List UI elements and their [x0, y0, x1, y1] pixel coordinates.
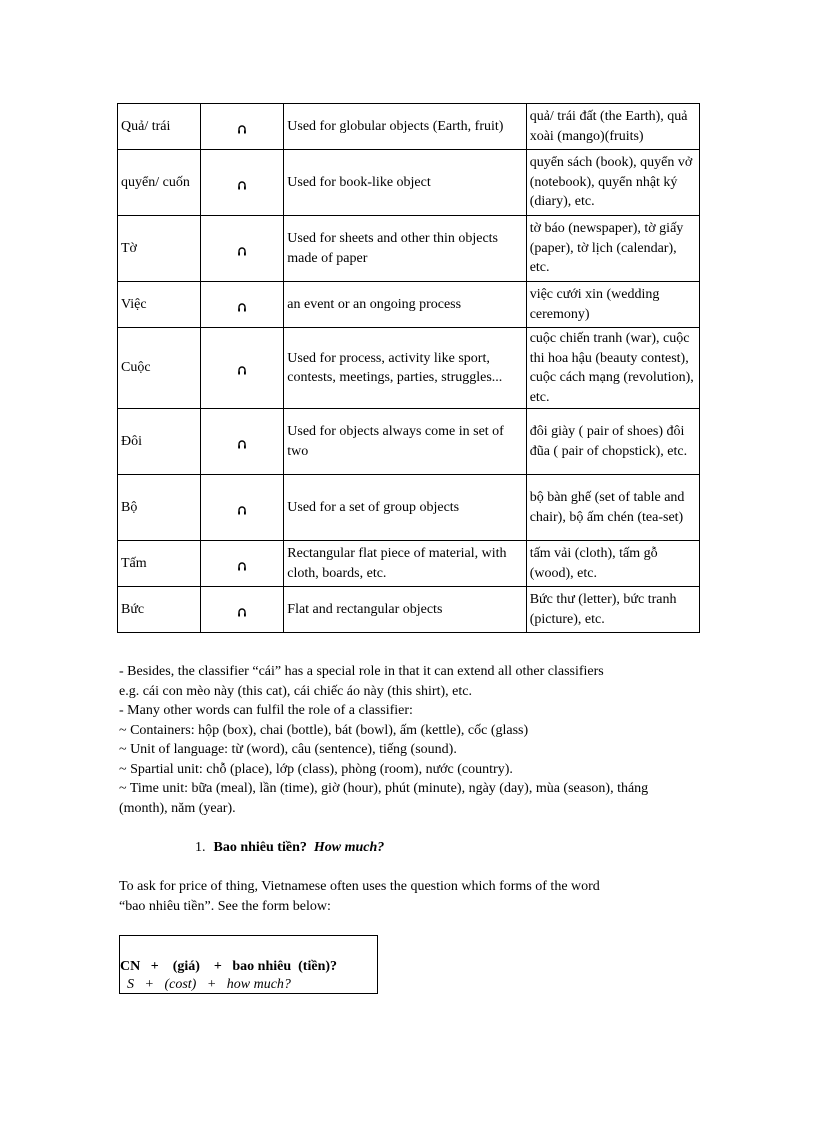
note-line: ~ Unit of language: từ (word), câu (sentence), tiếng (sound). [119, 742, 457, 757]
classifier-table [117, 103, 700, 633]
classifier-icon-cell [201, 475, 284, 541]
question-formula-box [119, 935, 378, 994]
classifier-word: quyển/ cuốn [118, 150, 201, 216]
classifier-word: Quả/ trái [118, 104, 201, 150]
note-line: - Many other words can fulfil the role of a classifier: [119, 703, 413, 718]
classifier-word: Việc [118, 282, 201, 328]
table-row [118, 216, 700, 282]
classifier-usage: Flat and rectangular objects [284, 587, 526, 633]
section-title-english: How much? [313, 840, 385, 855]
headphones-icon [238, 506, 246, 514]
classifier-example: cuộc chiến tranh (war), cuộc thi hoa hậu (beauty contest), cuộc cách mạng (revolution), etc. [526, 328, 699, 409]
intro-line: To ask for price of thing, Vietnamese often uses the question which forms of the word [119, 879, 600, 894]
section-number: 1. [195, 840, 206, 855]
classifier-usage: Used for globular objects (Earth, fruit) [284, 104, 526, 150]
note-line: e.g. cái con mèo này (this cat), cái chiếc áo này (this shirt), etc. [119, 683, 472, 699]
classifier-example: việc cưới xin (wedding ceremony) [526, 282, 699, 328]
note-line: ~ Spartial unit: chỗ (place), lớp (class), phòng (room), nước (country). [119, 761, 513, 777]
classifier-example: đôi giày ( pair of shoes) đôi đũa ( pair of chopstick), etc. [526, 409, 699, 475]
headphones-icon [238, 303, 246, 311]
classifier-icon-cell [201, 409, 284, 475]
classifier-icon-cell [201, 282, 284, 328]
formula-english: S + (cost) + how much? [120, 977, 291, 992]
section-heading [195, 838, 384, 857]
classifier-example: quyển sách (book), quyển vở (notebook), quyển nhật ký (diary), etc. [526, 150, 699, 216]
headphones-icon [238, 366, 246, 374]
note-line: ~ Containers: hộp (box), chai (bottle), bát (bowl), ấm (kettle), cốc (glass) [119, 722, 529, 738]
classifier-word: Tờ [118, 216, 201, 282]
classifier-example: tờ báo (newspaper), tờ giấy (paper), tờ lịch (calendar), etc. [526, 216, 699, 282]
classifier-table-body [118, 104, 700, 633]
classifier-example: quả/ trái đất (the Earth), quả xoài (mango)(fruits) [526, 104, 699, 150]
table-row [118, 541, 700, 587]
headphones-icon [238, 562, 246, 570]
headphones-icon [238, 125, 246, 133]
classifier-icon-cell [201, 150, 284, 216]
note-line: - Besides, the classifier “cái” has a special role in that it can extend all other classifiers [119, 664, 604, 679]
section-title: Bao nhiêu tiền? [213, 840, 307, 855]
classifier-word: Bộ [118, 475, 201, 541]
table-row [118, 150, 700, 216]
table-row [118, 409, 700, 475]
classifier-word: Đôi [118, 409, 201, 475]
note-line: ~ Time unit: bữa (meal), lần (time), giờ (hour), phút (minute), ngày (day), mùa (season), tháng (month), năm (year). [119, 781, 649, 816]
headphones-icon [238, 440, 246, 448]
table-row [118, 104, 700, 150]
classifier-word: Cuộc [118, 328, 201, 409]
table-row [118, 475, 700, 541]
classifier-icon-cell [201, 587, 284, 633]
classifier-example: Bức thư (letter), bức tranh (picture), etc. [526, 587, 699, 633]
classifier-notes [119, 662, 699, 818]
classifier-usage: Used for book-like object [284, 150, 526, 216]
classifier-usage: Used for sheets and other thin objects made of paper [284, 216, 526, 282]
section-intro [119, 877, 699, 916]
intro-line: “bao nhiêu tiền”. See the form below: [119, 898, 331, 914]
headphones-icon [238, 181, 246, 189]
headphones-icon [238, 247, 246, 255]
classifier-word: Tấm [118, 541, 201, 587]
headphones-icon [238, 608, 246, 616]
classifier-example: tấm vải (cloth), tấm gỗ (wood), etc. [526, 541, 699, 587]
classifier-icon-cell [201, 216, 284, 282]
table-row [118, 587, 700, 633]
classifier-usage: Used for objects always come in set of two [284, 409, 526, 475]
classifier-icon-cell [201, 328, 284, 409]
classifier-usage: Used for process, activity like sport, contests, meetings, parties, struggles... [284, 328, 526, 409]
classifier-usage: Rectangular flat piece of material, with cloth, boards, etc. [284, 541, 526, 587]
classifier-usage: an event or an ongoing process [284, 282, 526, 328]
classifier-icon-cell [201, 104, 284, 150]
classifier-example: bộ bàn ghế (set of table and chair), bộ ấm chén (tea-set) [526, 475, 699, 541]
classifier-word: Bức [118, 587, 201, 633]
table-row [118, 328, 700, 409]
classifier-icon-cell [201, 541, 284, 587]
classifier-usage: Used for a set of group objects [284, 475, 526, 541]
table-row [118, 282, 700, 328]
formula-vietnamese: CN + (giá) + bao nhiêu (tiền)? [120, 959, 338, 974]
